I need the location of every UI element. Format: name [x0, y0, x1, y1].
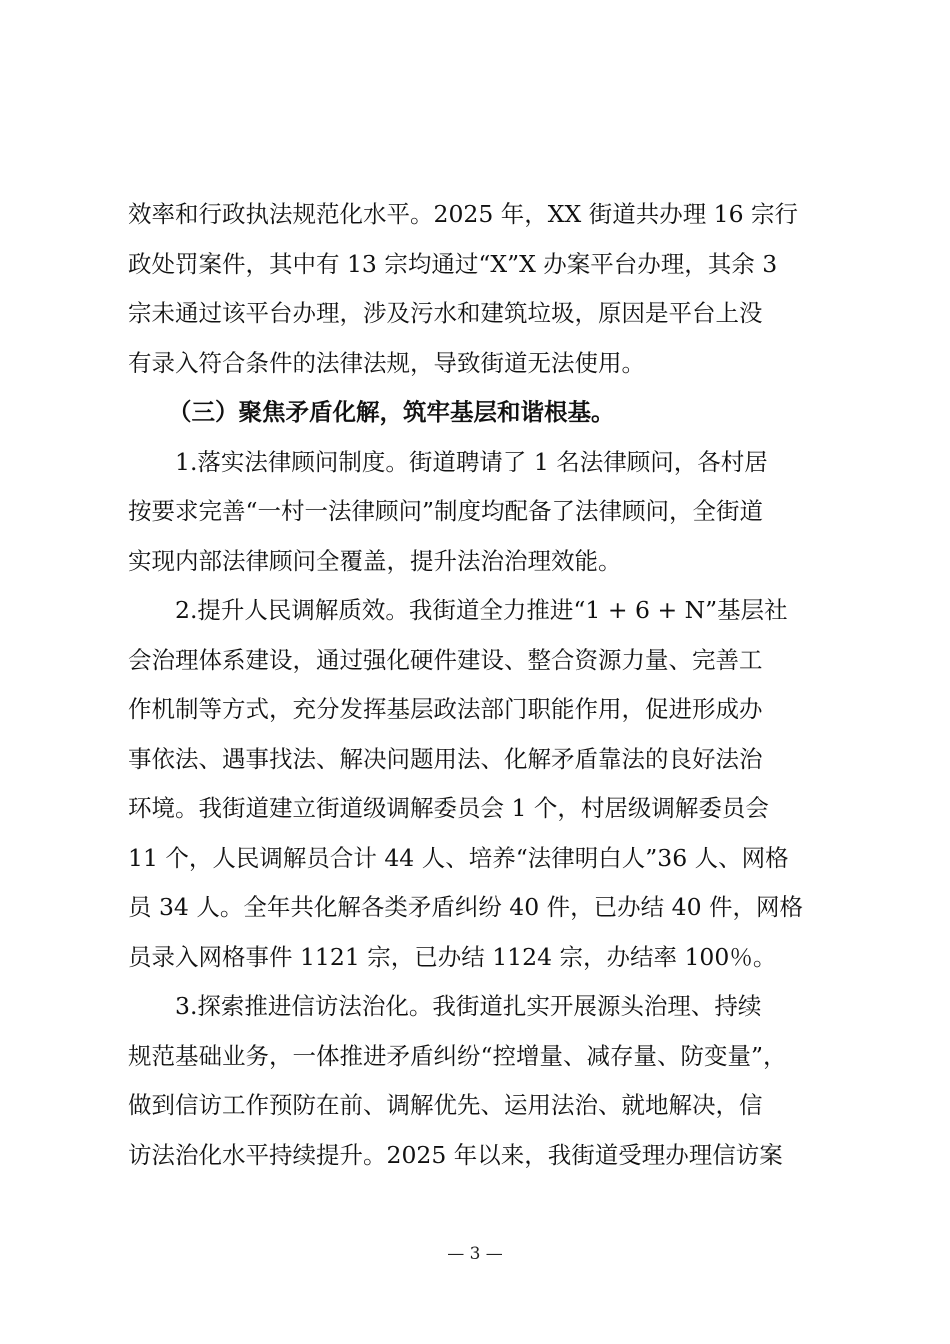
- paragraph-first-line: 1.落实法律顾问制度。街道聘请了 1 名法律顾问，各村居: [175, 447, 768, 476]
- text-line: 宗未通过该平台办理，涉及污水和建筑垃圾，原因是平台上没: [128, 299, 763, 327]
- text-line: 按要求完善“一村一法律顾问”制度均配备了法律顾问，全街道: [128, 497, 764, 525]
- paragraph-first-line: 2.提升人民调解质效。我街道全力推进“1 + 6 + N”基层社: [175, 596, 788, 624]
- text-line: 员 34 人。全年共化解各类矛盾纠纷 40 件，已办结 40 件，网格: [128, 893, 804, 921]
- text-line: 有录入符合条件的法律法规，导致街道无法使用。: [128, 348, 645, 377]
- text-line: 会治理体系建设，通过强化硬件建设、整合资源力量、完善工: [128, 645, 763, 674]
- text-line: 规范基础业务，一体推进矛盾纠纷“控增量、减存量、防变量”，: [128, 1041, 787, 1070]
- text-line: 实现内部法律顾问全覆盖，提升法治治理效能。: [128, 546, 622, 575]
- section-heading: （三）聚焦矛盾化解，筑牢基层和谐根基。: [168, 398, 615, 426]
- text-line: 效率和行政执法规范化水平。2025 年，XX 街道共办理 16 宗行: [128, 200, 799, 228]
- text-line: 政处罚案件，其中有 13 宗均通过“X”X 办案平台办理，其余 3: [128, 249, 778, 278]
- document-body: [128, 190, 828, 1180]
- page-number: — 3 —: [447, 1244, 503, 1264]
- text-line: 员录入网格事件 1121 宗，已办结 1124 宗，办结率 100％。: [128, 942, 777, 971]
- text-line: 作机制等方式，充分发挥基层政法部门职能作用，促进形成办: [128, 695, 763, 723]
- text-line: 事依法、遇事找法、解决问题用法、化解矛盾靠法的良好法治: [128, 744, 763, 773]
- text-line: 11 个，人民调解员合计 44 人、培养“法律明白人”36 人、网格: [128, 843, 789, 872]
- text-line: 访法治化水平持续提升。2025 年以来，我街道受理办理信访案: [128, 1140, 783, 1169]
- text-line: 做到信访工作预防在前、调解优先、运用法治、就地解决，信: [128, 1091, 763, 1119]
- text-line: 环境。我街道建立街道级调解委员会 1 个，村居级调解委员会: [128, 794, 769, 822]
- paragraph-first-line: 3.探索推进信访法治化。我街道扎实开展源头治理、持续: [175, 992, 762, 1020]
